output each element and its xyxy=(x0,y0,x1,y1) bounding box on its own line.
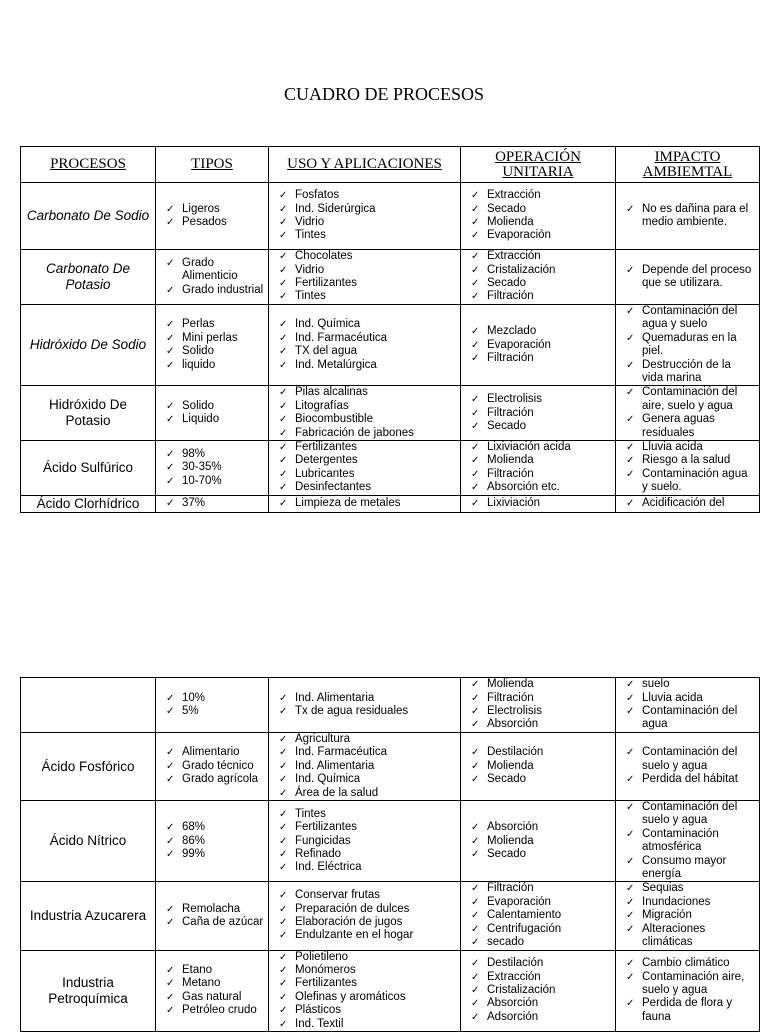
check-list xyxy=(273,318,456,372)
check-list xyxy=(160,903,264,930)
check-list-item: ✓ Fertilizantes xyxy=(295,277,456,290)
check-list-item: ✓ Pilas alcalinas xyxy=(295,386,456,399)
check-list-item: ✓ Fertilizantes xyxy=(295,441,456,454)
operaciones-cell xyxy=(461,386,616,441)
check-list xyxy=(465,746,611,786)
operaciones-cell xyxy=(461,882,616,950)
proceso-cell: Hidróxido De Potasio xyxy=(21,386,156,441)
check-list-item: ✓ Depende del proceso que se utilizara. xyxy=(642,264,755,291)
check-list-item: ✓ Contaminación del agua xyxy=(642,705,755,732)
check-list-item: ✓ Alteraciones climáticas xyxy=(642,923,755,950)
header-tipos: TIPOS xyxy=(156,147,269,183)
check-list-item: ✓ Elaboración de jugos xyxy=(295,916,456,929)
tipos-cell xyxy=(156,678,269,733)
check-list-item: ✓ Petróleo crudo xyxy=(182,1004,264,1017)
check-list-item: ✓ Extracción xyxy=(487,971,611,984)
check-list-item: ✓ Destilación xyxy=(487,746,611,759)
table-row xyxy=(21,950,760,1031)
proceso-cell: Ácido Nítrico xyxy=(21,801,156,882)
check-list-item: ✓ Ind. Alimentaria xyxy=(295,692,456,705)
check-list-item: ✓ Vidrio xyxy=(295,216,456,229)
check-list-item: ✓ 37% xyxy=(182,497,264,510)
proceso-cell: Ácido Sulfúrico xyxy=(21,441,156,496)
check-list xyxy=(620,386,755,440)
tipos-cell xyxy=(156,882,269,950)
check-list-item: ✓ Contaminación del suelo y agua xyxy=(642,801,755,828)
check-list-item: ✓ Cambio climático xyxy=(642,957,755,970)
check-list-item: ✓ Plásticos xyxy=(295,1004,456,1017)
check-list-item: ✓ Grado agrícola xyxy=(182,773,264,786)
check-list-item: ✓ Lluvia acida xyxy=(642,441,755,454)
table-row xyxy=(21,183,760,250)
header-operacion-unitaria: OPERACIÓN UNITARIA xyxy=(461,147,616,183)
check-list-item: ✓ Mezclado xyxy=(487,325,611,338)
check-list-item: ✓ Absorción xyxy=(487,997,611,1010)
check-list-item: ✓ Extracción xyxy=(487,189,611,202)
check-list xyxy=(160,448,264,488)
check-list xyxy=(160,821,264,861)
check-list xyxy=(160,318,264,372)
operaciones-cell xyxy=(461,950,616,1031)
check-list-item: ✓ Perdida de flora y fauna xyxy=(642,997,755,1024)
usos-cell xyxy=(269,801,461,882)
check-list-item: ✓ Contaminación del agua y suelo xyxy=(642,305,755,332)
header-impacto-ambiental: IMPACTO AMBIEMTAL xyxy=(616,147,760,183)
check-list-item: ✓ Gas natural xyxy=(182,991,264,1004)
check-list-item: ✓ Desinfectantes xyxy=(295,481,456,494)
impacto-cell xyxy=(616,801,760,882)
check-list-item: ✓ Secado xyxy=(487,203,611,216)
check-list-item: ✓ Conservar frutas xyxy=(295,889,456,902)
usos-cell xyxy=(269,386,461,441)
operaciones-cell xyxy=(461,183,616,250)
operaciones-cell xyxy=(461,305,616,386)
check-list-item: ✓ 86% xyxy=(182,835,264,848)
check-list-item: ✓ Contaminación agua y suelo. xyxy=(642,468,755,495)
header-procesos: PROCESOS xyxy=(21,147,156,183)
check-list-item: ✓ Filtración xyxy=(487,407,611,420)
table-row xyxy=(21,495,760,512)
check-list-item: ✓ Consumo mayor energía xyxy=(642,855,755,882)
header-uso-aplicaciones: USO Y APLICACIONES xyxy=(269,147,461,183)
check-list-item: ✓ Evaporación xyxy=(487,339,611,352)
table-row xyxy=(21,733,760,801)
check-list xyxy=(160,964,264,1018)
proceso-cell xyxy=(21,678,156,733)
proceso-cell: Industria Petroquímica xyxy=(21,950,156,1031)
table-row xyxy=(21,678,760,733)
check-list-item: ✓ Fabricación de jabones xyxy=(295,427,456,440)
usos-cell xyxy=(269,678,461,733)
check-list-item: ✓ Limpieza de metales xyxy=(295,497,456,510)
check-list-item: ✓ Fungicidas xyxy=(295,835,456,848)
page-title: CUADRO DE PROCESOS xyxy=(283,84,485,104)
tipos-cell xyxy=(156,495,269,512)
check-list xyxy=(465,821,611,861)
check-list xyxy=(273,386,456,440)
check-list-item: ✓ Adsorción xyxy=(487,1011,611,1024)
table-row xyxy=(21,441,760,496)
check-list-item: ✓ Grado Alimenticio xyxy=(182,257,264,284)
tipos-cell xyxy=(156,950,269,1031)
check-list xyxy=(273,808,456,875)
check-list xyxy=(465,189,611,243)
check-list xyxy=(465,882,611,949)
check-list-item: ✓ Pesados xyxy=(182,216,264,229)
check-list-item: ✓ Monómeros xyxy=(295,964,456,977)
usos-cell xyxy=(269,441,461,496)
check-list-item: ✓ Caña de azúcar xyxy=(182,916,264,929)
check-list-item: ✓ Secado xyxy=(487,420,611,433)
check-list-item: ✓ Fosfatos xyxy=(295,189,456,202)
check-list xyxy=(620,746,755,786)
impacto-cell xyxy=(616,305,760,386)
tipos-cell xyxy=(156,305,269,386)
impacto-cell xyxy=(616,678,760,733)
impacto-cell xyxy=(616,386,760,441)
check-list-item: ✓ Ind. Siderúrgica xyxy=(295,203,456,216)
check-list xyxy=(465,393,611,433)
check-list-item: ✓ Filtración xyxy=(487,882,611,895)
check-list-item: ✓ Preparación de dulces xyxy=(295,903,456,916)
check-list-item: ✓ Alimentario xyxy=(182,746,264,759)
operaciones-cell xyxy=(461,495,616,512)
usos-cell xyxy=(269,495,461,512)
check-list xyxy=(273,441,456,495)
tipos-cell xyxy=(156,250,269,305)
check-list xyxy=(273,692,456,719)
check-list xyxy=(465,325,611,365)
check-list-item: ✓ Contaminación del suelo y agua xyxy=(642,746,755,773)
check-list xyxy=(620,305,755,385)
check-list-item: ✓ Secado xyxy=(487,773,611,786)
check-list-item: ✓ TX del agua xyxy=(295,345,456,358)
check-list xyxy=(465,250,611,304)
check-list xyxy=(465,678,611,732)
check-list xyxy=(160,692,264,719)
check-list-item: ✓ Filtración xyxy=(487,692,611,705)
check-list-item: ✓ liquido xyxy=(182,359,264,372)
check-list-item: ✓ 99% xyxy=(182,848,264,861)
impacto-cell xyxy=(616,441,760,496)
check-list-item: ✓ Lixiviación xyxy=(487,497,611,510)
table-row xyxy=(21,882,760,950)
operaciones-cell xyxy=(461,678,616,733)
header-row xyxy=(21,147,760,183)
check-list-item: ✓ Ind. Farmacéutica xyxy=(295,332,456,345)
check-list-item: ✓ Molienda xyxy=(487,216,611,229)
check-list-item: ✓ 68% xyxy=(182,821,264,834)
check-list-item: ✓ Absorción xyxy=(487,718,611,731)
check-list xyxy=(273,497,456,510)
check-list-item: ✓ 10% xyxy=(182,692,264,705)
check-list xyxy=(273,189,456,243)
operaciones-cell xyxy=(461,250,616,305)
check-list-item: ✓ Molienda xyxy=(487,760,611,773)
check-list-item: ✓ Filtración xyxy=(487,352,611,365)
check-list-item: ✓ 5% xyxy=(182,705,264,718)
check-list-item: ✓ Contaminación atmosférica xyxy=(642,828,755,855)
tipos-cell xyxy=(156,386,269,441)
check-list-item: ✓ Tx de agua residuales xyxy=(295,705,456,718)
check-list-item: ✓ Ind. Química xyxy=(295,773,456,786)
check-list xyxy=(160,257,264,297)
check-list-item: ✓ Grado industrial xyxy=(182,284,264,297)
check-list-item: ✓ Evaporación xyxy=(487,896,611,909)
check-list-item: ✓ Destilación xyxy=(487,957,611,970)
proceso-cell: Hidróxido De Sodio xyxy=(21,305,156,386)
check-list-item: ✓ Inundaciones xyxy=(642,896,755,909)
check-list-item: ✓ Metano xyxy=(182,977,264,990)
check-list-item: ✓ Secado xyxy=(487,277,611,290)
check-list-item: ✓ secado xyxy=(487,936,611,949)
check-list xyxy=(160,203,264,230)
check-list-item: ✓ Perdida del hábitat xyxy=(642,773,755,786)
check-list-item: ✓ Quemaduras en la piel. xyxy=(642,332,755,359)
impacto-cell xyxy=(616,733,760,801)
check-list xyxy=(273,250,456,304)
check-list-item: ✓ Tintes xyxy=(295,290,456,303)
check-list-item: ✓ Vidrio xyxy=(295,264,456,277)
check-list xyxy=(273,889,456,943)
check-list-item: ✓ Destrucción de la vida marina xyxy=(642,359,755,386)
table-row xyxy=(21,305,760,386)
check-list-item: ✓ Tintes xyxy=(295,229,456,242)
check-list-item: ✓ Ligeros xyxy=(182,203,264,216)
check-list-item: ✓ Fertilizantes xyxy=(295,977,456,990)
tipos-cell xyxy=(156,441,269,496)
operaciones-cell xyxy=(461,801,616,882)
check-list-item: ✓ Liquido xyxy=(182,413,264,426)
usos-cell xyxy=(269,882,461,950)
operaciones-cell xyxy=(461,441,616,496)
check-list-item: ✓ Refinado xyxy=(295,848,456,861)
check-list-item: ✓ Calentamiento xyxy=(487,909,611,922)
check-list xyxy=(465,497,611,510)
check-list-item: ✓ Cristalización xyxy=(487,984,611,997)
check-list xyxy=(620,497,755,510)
check-list-item: ✓ Litografías xyxy=(295,400,456,413)
check-list xyxy=(465,957,611,1024)
check-list xyxy=(160,746,264,786)
proceso-cell: Carbonato De Sodio xyxy=(21,183,156,250)
check-list-item: ✓ Ind. Farmacéutica xyxy=(295,746,456,759)
check-list-item: ✓ Ind. Química xyxy=(295,318,456,331)
check-list-item: ✓ Tintes xyxy=(295,808,456,821)
check-list-item: ✓ Evaporación xyxy=(487,229,611,242)
check-list-item: ✓ suelo xyxy=(642,678,755,691)
check-list xyxy=(620,678,755,732)
tipos-cell xyxy=(156,733,269,801)
process-table-page-1 xyxy=(20,146,760,513)
check-list-item: ✓ Filtración xyxy=(487,468,611,481)
usos-cell xyxy=(269,950,461,1031)
check-list xyxy=(620,882,755,949)
check-list-item: ✓ Ind. Eléctrica xyxy=(295,861,456,874)
check-list-item: ✓ Filtración xyxy=(487,290,611,303)
usos-cell xyxy=(269,733,461,801)
proceso-cell: Ácido Fosfórico xyxy=(21,733,156,801)
check-list-item: ✓ Ind. Textil xyxy=(295,1018,456,1031)
check-list-item: ✓ Cristalización xyxy=(487,264,611,277)
table-row xyxy=(21,801,760,882)
check-list-item: ✓ Riesgo a la salud xyxy=(642,454,755,467)
proceso-cell: Carbonato De Potasio xyxy=(21,250,156,305)
check-list-item: ✓ Biocombustible xyxy=(295,413,456,426)
impacto-cell xyxy=(616,250,760,305)
check-list-item: ✓ Remolacha xyxy=(182,903,264,916)
check-list xyxy=(273,951,456,1031)
check-list-item: ✓ Molienda xyxy=(487,454,611,467)
check-list-item: ✓ Etano xyxy=(182,964,264,977)
proceso-cell: Ácido Clorhídrico xyxy=(21,495,156,512)
check-list-item: ✓ Molienda xyxy=(487,835,611,848)
check-list-item: ✓ Área de la salud xyxy=(295,787,456,800)
check-list-item: ✓ Contaminación del aire, suelo y agua xyxy=(642,386,755,413)
impacto-cell xyxy=(616,495,760,512)
check-list xyxy=(160,497,264,510)
check-list-item: ✓ Ind. Metalúrgica xyxy=(295,359,456,372)
tipos-cell xyxy=(156,801,269,882)
impacto-cell xyxy=(616,882,760,950)
check-list-item: ✓ Extracción xyxy=(487,250,611,263)
check-list-item: ✓ Absorción etc. xyxy=(487,481,611,494)
check-list-item: ✓ Lixiviación acida xyxy=(487,441,611,454)
check-list-item: ✓ Centrifugación xyxy=(487,923,611,936)
check-list xyxy=(465,441,611,495)
check-list xyxy=(620,264,755,291)
check-list-item: ✓ Fertilizantes xyxy=(295,821,456,834)
check-list-item: ✓ Solido xyxy=(182,400,264,413)
check-list-item: ✓ Lluvia acida xyxy=(642,692,755,705)
check-list xyxy=(620,441,755,495)
check-list-item: ✓ No es dañina para el medio ambiente. xyxy=(642,203,755,230)
check-list-item: ✓ 10-70% xyxy=(182,475,264,488)
check-list-item: ✓ Molienda xyxy=(487,678,611,691)
check-list-item: ✓ 98% xyxy=(182,448,264,461)
check-list-item: ✓ Solido xyxy=(182,345,264,358)
table-row xyxy=(21,250,760,305)
check-list-item: ✓ Absorción xyxy=(487,821,611,834)
check-list-item: ✓ Olefinas y aromáticos xyxy=(295,991,456,1004)
check-list-item: ✓ Electrolisis xyxy=(487,705,611,718)
check-list-item: ✓ Perlas xyxy=(182,318,264,331)
check-list-item: ✓ Agricultura xyxy=(295,733,456,746)
check-list-item: ✓ Electrolisis xyxy=(487,393,611,406)
check-list-item: ✓ Ind. Alimentaria xyxy=(295,760,456,773)
check-list-item: ✓ Secado xyxy=(487,848,611,861)
check-list-item: ✓ Contaminación aire, suelo y agua xyxy=(642,971,755,998)
check-list xyxy=(160,400,264,427)
check-list-item: ✓ Sequias xyxy=(642,882,755,895)
check-list xyxy=(620,203,755,230)
check-list xyxy=(273,733,456,800)
check-list-item: ✓ Acidificación del xyxy=(642,497,755,510)
impacto-cell xyxy=(616,950,760,1031)
table-row xyxy=(21,386,760,441)
check-list-item: ✓ Grado técnico xyxy=(182,760,264,773)
check-list-item: ✓ Lubricantes xyxy=(295,468,456,481)
usos-cell xyxy=(269,250,461,305)
check-list-item: ✓ Chocolates xyxy=(295,250,456,263)
check-list-item: ✓ Detergentes xyxy=(295,454,456,467)
operaciones-cell xyxy=(461,733,616,801)
check-list-item: ✓ Polietileno xyxy=(295,951,456,964)
process-table-page-2 xyxy=(20,677,760,1032)
check-list xyxy=(620,801,755,881)
impacto-cell xyxy=(616,183,760,250)
check-list-item: ✓ Genera aguas residuales xyxy=(642,413,755,440)
check-list-item: ✓ Endulzante en el hogar xyxy=(295,929,456,942)
usos-cell xyxy=(269,183,461,250)
check-list xyxy=(620,957,755,1024)
check-list-item: ✓ Migración xyxy=(642,909,755,922)
tipos-cell xyxy=(156,183,269,250)
check-list-item: ✓ 30-35% xyxy=(182,461,264,474)
check-list-item: ✓ Mini perlas xyxy=(182,332,264,345)
usos-cell xyxy=(269,305,461,386)
proceso-cell: Industria Azucarera xyxy=(21,882,156,950)
